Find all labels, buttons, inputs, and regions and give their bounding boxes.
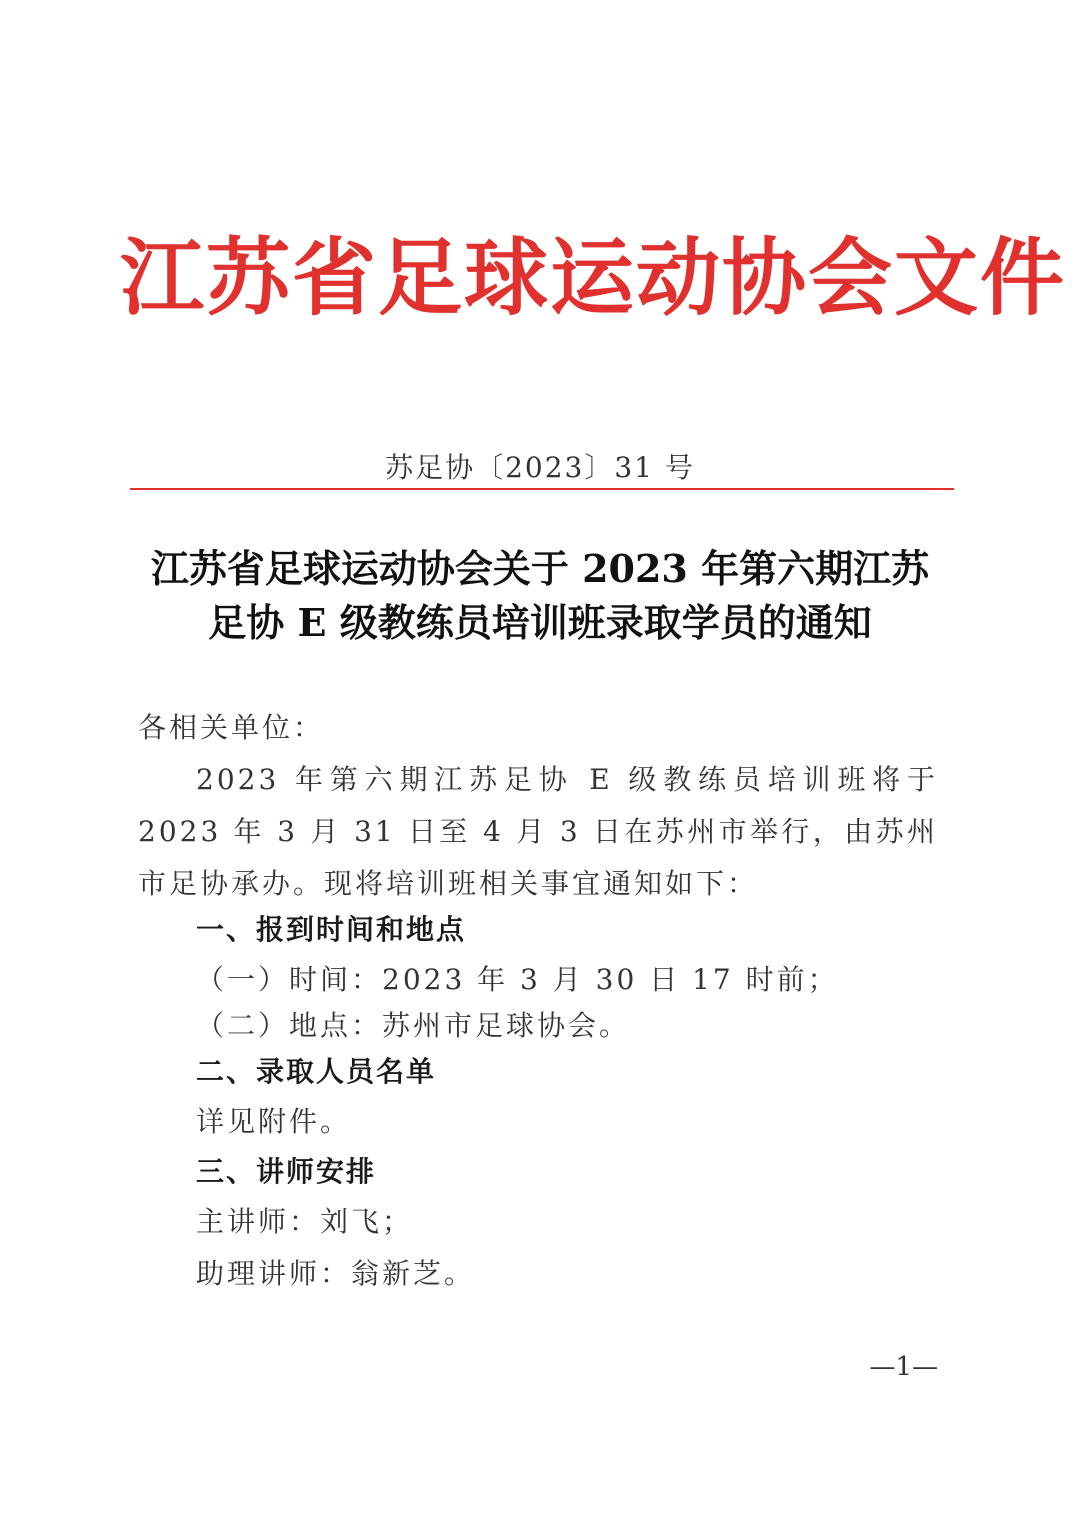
notice-title-line-2: 足协 E 级教练员培训班录取学员的通知: [208, 600, 872, 645]
assistant-lecturer: 助理讲师：翁新芝。: [196, 1257, 476, 1290]
section-3-heading: 三、讲师安排: [196, 1155, 377, 1188]
report-place: （二）地点：苏州市足球协会。: [196, 1009, 631, 1042]
admission-list-note: 详见附件。: [196, 1105, 352, 1138]
doc-number: 苏足协〔2023〕31 号: [385, 451, 695, 484]
report-time: （一）时间：2023 年 3 月 30 日 17 时前；: [196, 963, 839, 996]
org-title: 江苏省足球运动协会文件: [120, 229, 1067, 327]
section-1-heading: 一、报到时间和地点: [196, 913, 467, 946]
section-2-heading: 二、录取人员名单: [196, 1055, 437, 1088]
main-lecturer: 主讲师：刘飞；: [196, 1205, 414, 1238]
notice-title-line-1: 江苏省足球运动协会关于 2023 年第六期江苏: [150, 546, 930, 591]
notice-title: [120, 542, 960, 650]
intro-paragraph: 2023 年第六期江苏足协 E 级教练员培训班将于 2023 年 3 月 31 日至 4 月 3 日在苏州市举行，由苏州市足协承办。现将培训班相关事宜通知如下：: [138, 763, 938, 900]
page-number: —1—: [869, 1352, 938, 1382]
red-divider: [130, 488, 954, 490]
salutation: 各相关单位：: [138, 711, 325, 744]
